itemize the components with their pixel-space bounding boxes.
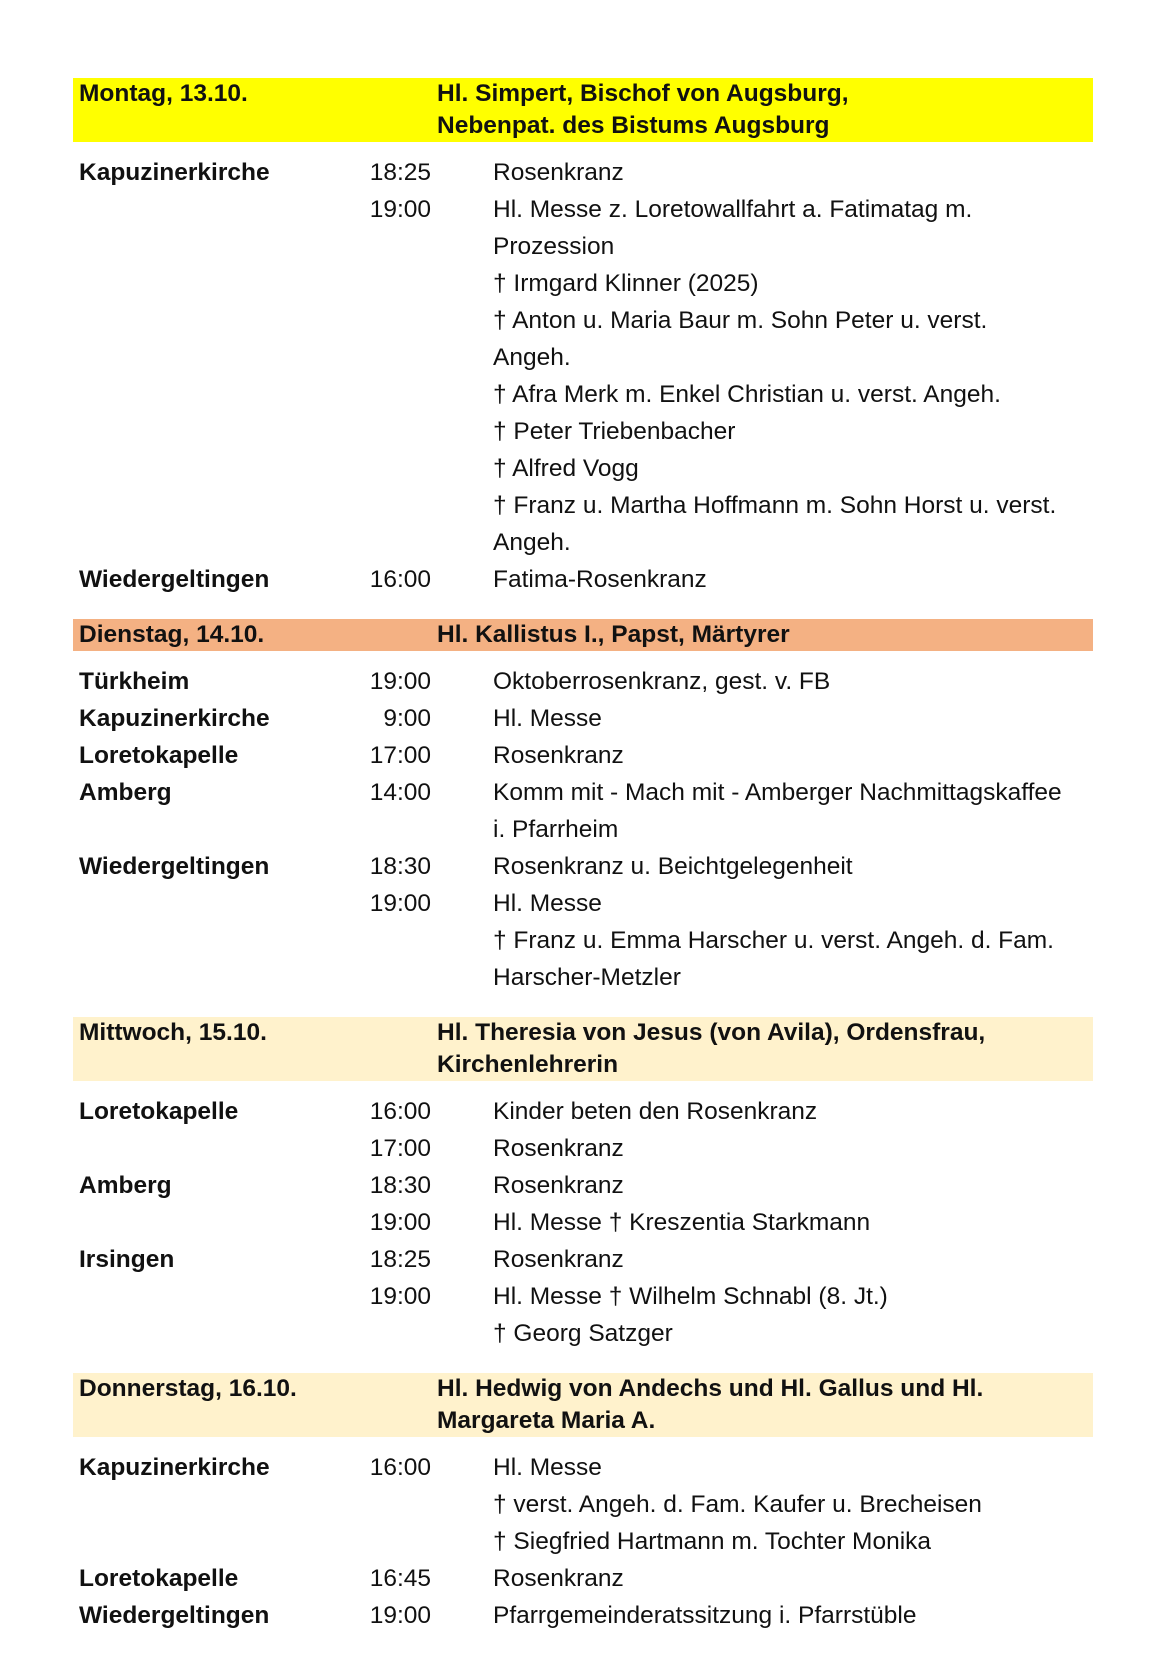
feast-title-line: Kirchenlehrerin — [437, 1051, 619, 1078]
event-entry — [301, 1096, 1093, 1133]
event-time-text: 14:00 — [369, 779, 431, 806]
event-time-text: 19:00 — [369, 890, 431, 917]
memorial-intention: † Alfred Vogg — [493, 455, 639, 482]
event-text: Rosenkranz — [493, 1246, 624, 1273]
event-text: Hl. Messe — [493, 1454, 602, 1481]
location-row — [73, 740, 1093, 777]
event-description — [431, 1563, 1093, 1600]
event-time — [301, 851, 431, 888]
location-row — [73, 703, 1093, 740]
event-text: Harscher-Metzler — [493, 964, 681, 991]
feast-title-line: Hl. Kallistus I., Papst, Märtyrer — [437, 621, 790, 648]
event-time — [301, 1281, 431, 1355]
feast-title — [437, 619, 1087, 651]
event-description — [431, 1452, 1093, 1563]
event-description — [431, 777, 1093, 851]
event-entry — [301, 194, 1093, 564]
event-description — [431, 1600, 1093, 1637]
location-row — [73, 157, 1093, 564]
event-entry — [301, 1281, 1093, 1355]
event-text: i. Pfarrheim — [493, 816, 619, 843]
event-time-text: 18:30 — [369, 853, 431, 880]
event-time-text: 16:45 — [369, 1565, 431, 1592]
event-text: Rosenkranz — [493, 1565, 624, 1592]
day-date: Montag, 13.10. — [79, 80, 248, 107]
event-description — [431, 157, 1093, 194]
location-row — [73, 851, 1093, 999]
event-description — [431, 888, 1093, 999]
time-slots — [301, 666, 1093, 703]
event-entry — [301, 777, 1093, 851]
event-entry — [301, 1170, 1093, 1207]
location-name: Loretokapelle — [79, 1565, 239, 1592]
time-slots — [301, 1452, 1093, 1563]
event-entry — [301, 740, 1093, 777]
feast-title-line: Nebenpat. des Bistums Augsburg — [437, 112, 830, 139]
event-entry — [301, 564, 1093, 601]
day-entries — [73, 666, 1093, 999]
location-row — [73, 1096, 1093, 1170]
event-description — [431, 1244, 1093, 1281]
time-slots — [301, 1563, 1093, 1600]
event-entry — [301, 1563, 1093, 1600]
event-text: Hl. Messe † Wilhelm Schnabl (8. Jt.) — [493, 1283, 888, 1310]
event-description — [431, 194, 1093, 564]
location-name: Loretokapelle — [79, 1098, 239, 1125]
event-text: Rosenkranz — [493, 1135, 624, 1162]
event-time — [301, 157, 431, 194]
event-text: Hl. Messe † Kreszentia Starkmann — [493, 1209, 871, 1236]
location-name: Kapuzinerkirche — [79, 1454, 270, 1481]
time-slots — [301, 157, 1093, 564]
memorial-intention: † Georg Satzger — [493, 1320, 673, 1347]
day-section — [73, 1017, 1093, 1355]
event-time-text: 19:00 — [369, 1283, 431, 1310]
feast-title-line: Hl. Theresia von Jesus (von Avila), Ordensfrau, — [437, 1019, 986, 1046]
day-date: Donnerstag, 16.10. — [79, 1375, 297, 1402]
event-entry — [301, 666, 1093, 703]
event-entry — [301, 1244, 1093, 1281]
location-name: Wiedergeltingen — [79, 1602, 270, 1629]
feast-title — [437, 1373, 1087, 1437]
location-name: Kapuzinerkirche — [79, 159, 270, 186]
day-date: Dienstag, 14.10. — [79, 621, 265, 648]
event-time — [301, 888, 431, 999]
event-time — [301, 564, 431, 601]
event-time-text: 18:25 — [369, 159, 431, 186]
event-time — [301, 1563, 431, 1600]
location-row — [73, 1244, 1093, 1355]
location-name: Irsingen — [79, 1246, 175, 1273]
feast-title-line: Hl. Simpert, Bischof von Augsburg, — [437, 80, 849, 107]
event-time-text: 9:00 — [383, 705, 431, 732]
location-name: Loretokapelle — [79, 742, 239, 769]
event-time — [301, 1170, 431, 1207]
day-section — [73, 619, 1093, 999]
event-text: Hl. Messe z. Loretowallfahrt a. Fatimatag m. — [493, 196, 973, 223]
schedule-page — [73, 78, 1093, 1655]
event-time-text: 19:00 — [369, 196, 431, 223]
event-text: Rosenkranz — [493, 742, 624, 769]
event-entry — [301, 888, 1093, 999]
event-text: Hl. Messe — [493, 890, 602, 917]
location-row — [73, 1170, 1093, 1244]
memorial-intention: † Irmgard Klinner (2025) — [493, 270, 759, 297]
location-row — [73, 1452, 1093, 1563]
event-time-text: 19:00 — [369, 1602, 431, 1629]
event-time — [301, 740, 431, 777]
event-time-text: 19:00 — [369, 668, 431, 695]
day-header — [73, 1373, 1093, 1437]
memorial-intention: † Afra Merk m. Enkel Christian u. verst. Angeh. — [493, 381, 1001, 408]
time-slots — [301, 851, 1093, 999]
day-header — [73, 619, 1093, 651]
memorial-intention: † Peter Triebenbacher — [493, 418, 736, 445]
event-description — [431, 1096, 1093, 1133]
location-row — [73, 564, 1093, 601]
event-description — [431, 740, 1093, 777]
event-text: Rosenkranz — [493, 1172, 624, 1199]
event-time-text: 16:00 — [369, 1454, 431, 1481]
time-slots — [301, 1244, 1093, 1355]
time-slots — [301, 1600, 1093, 1637]
event-time — [301, 194, 431, 564]
event-text: Oktoberrosenkranz, gest. v. FB — [493, 668, 831, 695]
event-entry — [301, 1600, 1093, 1637]
event-time — [301, 1096, 431, 1133]
location-row — [73, 666, 1093, 703]
event-time — [301, 703, 431, 740]
event-description — [431, 1133, 1093, 1170]
event-time-text: 16:00 — [369, 1098, 431, 1125]
day-entries — [73, 157, 1093, 601]
event-time-text: 18:30 — [369, 1172, 431, 1199]
event-time — [301, 1244, 431, 1281]
location-name: Kapuzinerkirche — [79, 705, 270, 732]
event-text: Kinder beten den Rosenkranz — [493, 1098, 818, 1125]
location-row — [73, 1563, 1093, 1600]
event-time — [301, 666, 431, 703]
time-slots — [301, 564, 1093, 601]
feast-title-line: Hl. Hedwig von Andechs und Hl. Gallus und Hl. — [437, 1375, 984, 1402]
event-time-text: 17:00 — [369, 1135, 431, 1162]
event-text: Angeh. — [493, 529, 571, 556]
event-text: Fatima-Rosenkranz — [493, 566, 707, 593]
event-entry — [301, 157, 1093, 194]
event-description — [431, 564, 1093, 601]
memorial-intention: † Franz u. Martha Hoffmann m. Sohn Horst u. verst. — [493, 492, 1057, 519]
event-description — [431, 1207, 1093, 1244]
event-time-text: 17:00 — [369, 742, 431, 769]
day-section — [73, 1373, 1093, 1637]
time-slots — [301, 703, 1093, 740]
memorial-intention: † Siegfried Hartmann m. Tochter Monika — [493, 1528, 932, 1555]
day-section — [73, 78, 1093, 601]
event-text: Angeh. — [493, 344, 571, 371]
location-name: Türkheim — [79, 668, 190, 695]
day-header — [73, 78, 1093, 142]
day-header — [73, 1017, 1093, 1081]
location-name: Wiedergeltingen — [79, 853, 270, 880]
event-entry — [301, 703, 1093, 740]
time-slots — [301, 740, 1093, 777]
memorial-intention: † verst. Angeh. d. Fam. Kaufer u. Brecheisen — [493, 1491, 982, 1518]
day-entries — [73, 1096, 1093, 1355]
event-text: Rosenkranz — [493, 159, 624, 186]
event-description — [431, 1170, 1093, 1207]
event-time-text: 19:00 — [369, 1209, 431, 1236]
memorial-intention: † Franz u. Emma Harscher u. verst. Angeh. d. Fam. — [493, 927, 1054, 954]
event-description — [431, 851, 1093, 888]
event-text: Rosenkranz u. Beichtgelegenheit — [493, 853, 853, 880]
event-time — [301, 777, 431, 851]
day-entries — [73, 1452, 1093, 1637]
location-name: Wiedergeltingen — [79, 566, 270, 593]
time-slots — [301, 1170, 1093, 1244]
event-time-text: 16:00 — [369, 566, 431, 593]
event-time — [301, 1133, 431, 1170]
event-time — [301, 1207, 431, 1244]
location-row — [73, 777, 1093, 851]
day-date: Mittwoch, 15.10. — [79, 1019, 267, 1046]
time-slots — [301, 777, 1093, 851]
event-text: Pfarrgemeinderatssitzung i. Pfarrstüble — [493, 1602, 917, 1629]
event-time — [301, 1600, 431, 1637]
event-time-text: 18:25 — [369, 1246, 431, 1273]
event-entry — [301, 1207, 1093, 1244]
event-time — [301, 1452, 431, 1563]
event-description — [431, 1281, 1093, 1355]
event-text: Prozession — [493, 233, 615, 260]
feast-title — [437, 78, 1087, 142]
event-entry — [301, 1452, 1093, 1563]
location-name: Amberg — [79, 779, 172, 806]
memorial-intention: † Anton u. Maria Baur m. Sohn Peter u. verst. — [493, 307, 988, 334]
location-name: Amberg — [79, 1172, 172, 1199]
event-text: Komm mit - Mach mit - Amberger Nachmittagskaffee — [493, 779, 1062, 806]
event-description — [431, 666, 1093, 703]
event-entry — [301, 1133, 1093, 1170]
location-row — [73, 1600, 1093, 1637]
time-slots — [301, 1096, 1093, 1170]
feast-title-line: Margareta Maria A. — [437, 1407, 656, 1434]
feast-title — [437, 1017, 1087, 1081]
event-text: Hl. Messe — [493, 705, 602, 732]
event-description — [431, 703, 1093, 740]
event-entry — [301, 851, 1093, 888]
